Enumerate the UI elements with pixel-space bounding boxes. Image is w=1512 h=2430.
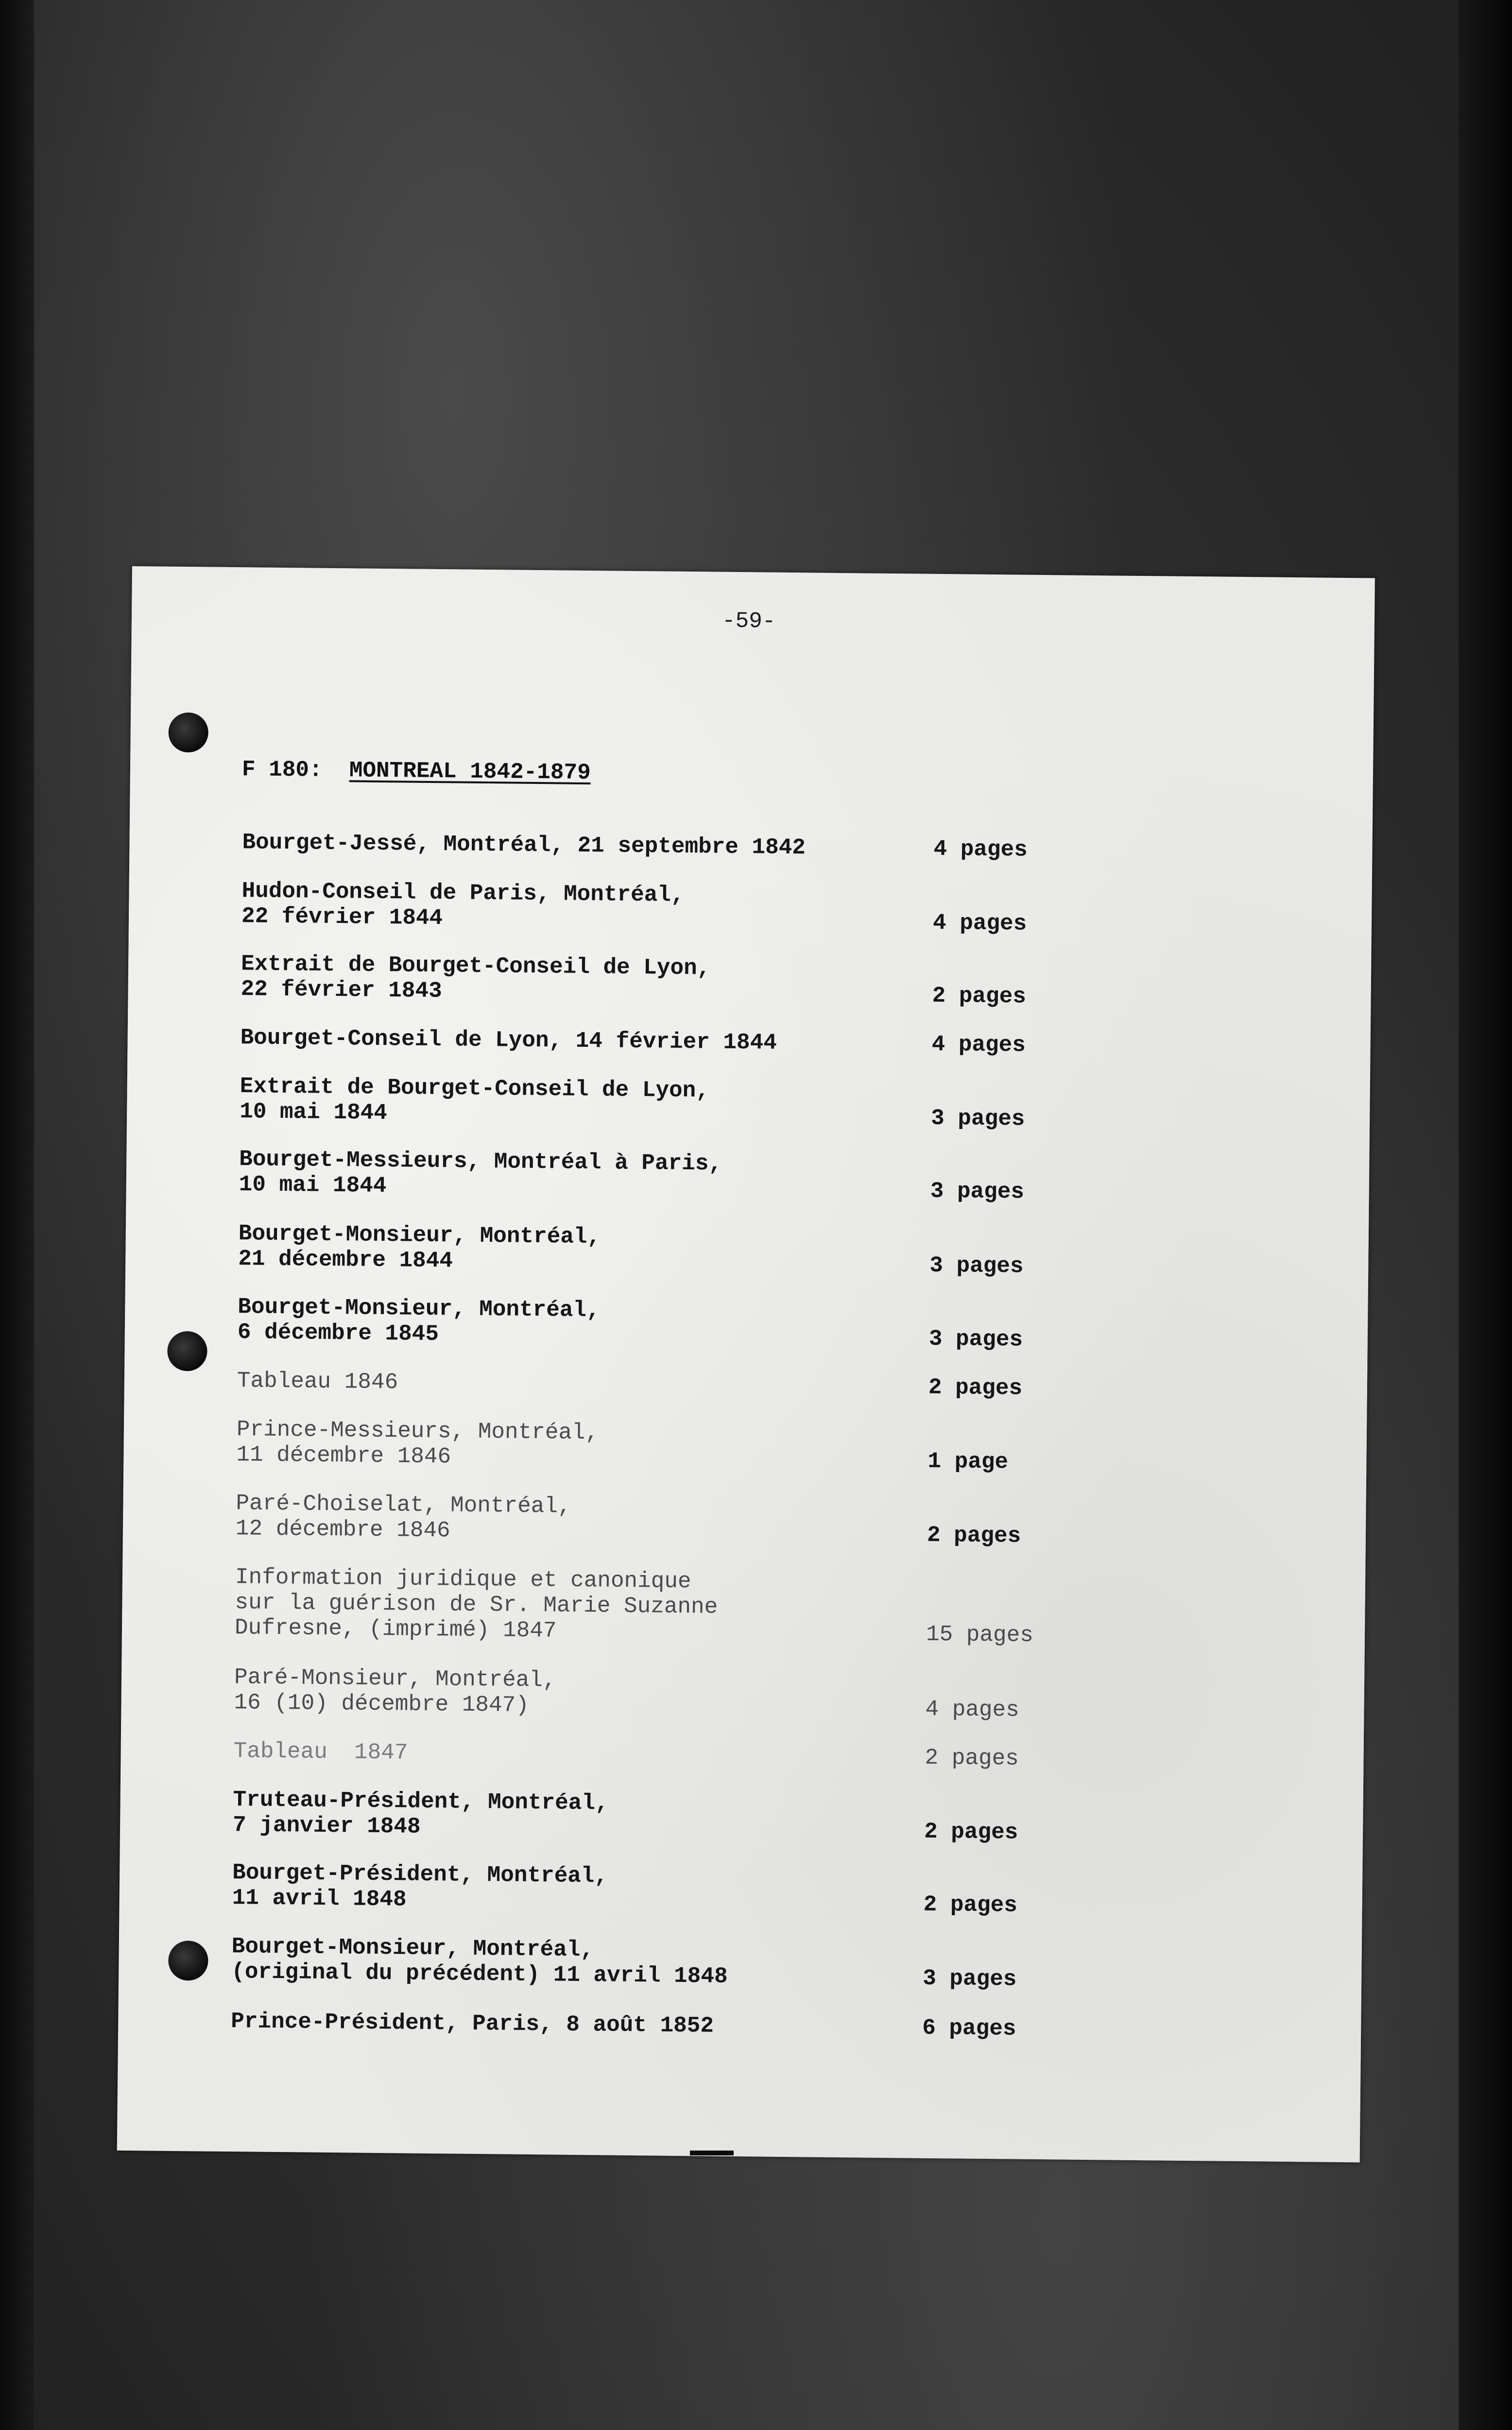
entry-line: Tableau 1847 <box>233 1738 408 1766</box>
page-count: 1 page <box>928 1448 1009 1475</box>
punch-hole-top <box>168 712 208 753</box>
film-edge-left <box>0 0 34 2430</box>
entry-line: 10 mai 1844 <box>239 1099 388 1126</box>
entry-line: Truteau-Président, Montréal, <box>233 1787 609 1816</box>
list-item <box>236 1417 1160 1476</box>
entry-line: sur la guérison de Sr. Marie Suzanne <box>235 1590 718 1620</box>
film-mark <box>690 2151 734 2155</box>
page-count: 2 pages <box>925 1745 1019 1771</box>
punch-hole-bottom <box>168 1941 208 1981</box>
entry-line: Tableau 1846 <box>237 1368 398 1395</box>
page-number: -59- <box>722 608 776 634</box>
entry-line: Bourget-Monsieur, Montréal, <box>238 1294 600 1323</box>
entry-line: Bourget-Messieurs, Montréal à Paris, <box>239 1146 722 1177</box>
page-count: 4 pages <box>925 1696 1019 1723</box>
entry-line: 10 mai 1844 <box>239 1172 387 1199</box>
page-count: 6 pages <box>922 2015 1016 2042</box>
fonds-code: F 180: <box>241 757 323 783</box>
entry-line: 21 décembre 1844 <box>238 1246 453 1274</box>
entry-line: Prince-Messieurs, Montréal, <box>236 1417 599 1446</box>
page-count: 15 pages <box>926 1621 1034 1648</box>
entry-line: 6 décembre 1845 <box>237 1319 439 1347</box>
entry-line: 11 avril 1848 <box>232 1885 407 1912</box>
page-count: 4 pages <box>931 1031 1026 1058</box>
entry-line: 11 décembre 1846 <box>236 1442 451 1470</box>
punch-hole-middle <box>167 1331 207 1371</box>
entry-line: Hudon-Conseil de Paris, Montréal, <box>241 878 685 908</box>
entry-line: Extrait de Bourget-Conseil de Lyon, <box>240 1074 710 1104</box>
entry-line: Information juridique et canonique <box>235 1564 691 1595</box>
page-count: 3 pages <box>930 1178 1025 1205</box>
entry-line: Paré-Monsieur, Montréal, <box>234 1665 556 1693</box>
page-count: 3 pages <box>928 1326 1023 1353</box>
entry-line: Bourget-Président, Montréal, <box>232 1860 608 1889</box>
entry-line: Paré-Choiselat, Montréal, <box>236 1491 571 1519</box>
entry-line: Dufresne, (imprimé) 1847 <box>234 1615 557 1644</box>
page-count: 2 pages <box>923 1892 1018 1918</box>
document-page <box>117 566 1375 2162</box>
fonds-title: MONTREAL 1842-1879 <box>349 758 591 786</box>
page-count: 4 pages <box>932 910 1027 937</box>
page-count: 3 pages <box>930 1105 1025 1132</box>
entry-line: Extrait de Bourget-Conseil de Lyon, <box>241 951 711 981</box>
page-count: 2 pages <box>927 1522 1021 1549</box>
entry-line: 7 janvier 1848 <box>232 1812 421 1840</box>
entry-line: 12 décembre 1846 <box>235 1516 450 1544</box>
page-count: 4 pages <box>933 836 1028 863</box>
page-count: 2 pages <box>924 1819 1018 1845</box>
page-count: 2 pages <box>932 983 1027 1009</box>
entry-line: Bourget-Monsieur, Montréal, <box>238 1221 601 1250</box>
entry-line: Bourget-Conseil de Lyon, 14 février 1844 <box>240 1025 777 1056</box>
entry-line: (original du précédent) 11 avril 1848 <box>231 1959 728 1989</box>
film-edge-right <box>1459 0 1512 2430</box>
page-count: 3 pages <box>922 1965 1017 1992</box>
page-count: 3 pages <box>929 1252 1024 1279</box>
entry-line: 16 (10) décembre 1847) <box>234 1690 530 1718</box>
page-count: 2 pages <box>928 1374 1023 1401</box>
entry-line: Bourget-Jessé, Montréal, 21 septembre 1842 <box>242 830 806 861</box>
entry-line: Prince-Président, Paris, 8 août 1852 <box>231 2009 714 2039</box>
entry-line: 22 février 1844 <box>241 903 443 931</box>
page-title <box>242 757 591 785</box>
entry-line: 22 février 1843 <box>241 976 442 1004</box>
entry-line: Bourget-Monsieur, Montréal, <box>231 1934 594 1963</box>
